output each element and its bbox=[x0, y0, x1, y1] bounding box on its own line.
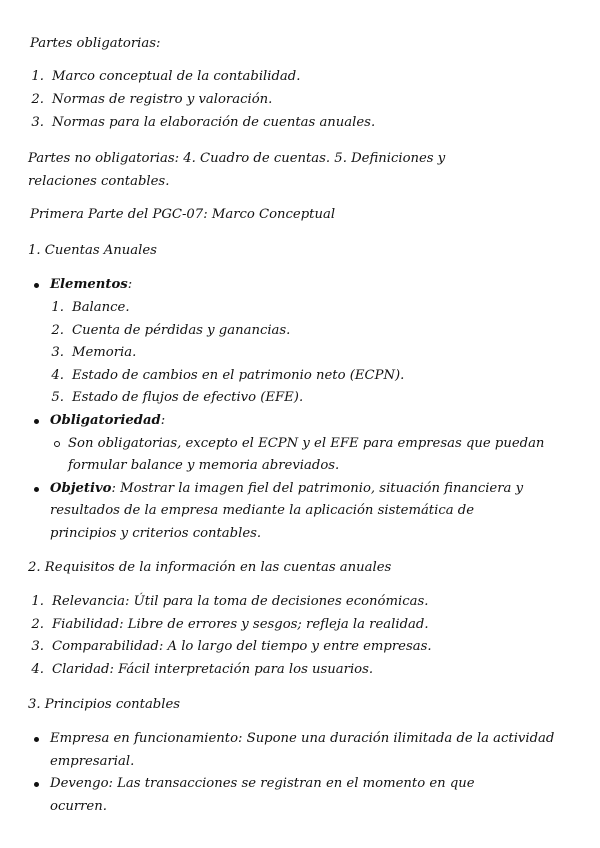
list-item-number: 1. bbox=[31, 69, 44, 84]
objective-label: Objetivo bbox=[50, 480, 112, 496]
list-item-text: Normas para la elaboración de cuentas anuales. bbox=[52, 115, 376, 130]
bullet-dot-icon bbox=[34, 782, 39, 787]
bullet-dot-icon bbox=[34, 487, 39, 492]
mandatory-label: Obligatoriedad bbox=[50, 412, 161, 428]
list-item-number: 4. bbox=[31, 661, 44, 677]
list-item bbox=[30, 112, 570, 135]
list-item-number: 4. bbox=[51, 367, 64, 383]
list-item-text: Claridad: Fácil interpretación para los usuarios. bbox=[52, 661, 374, 677]
list-item-number: 5. bbox=[51, 390, 64, 405]
list-item-text: Memoria. bbox=[72, 345, 137, 360]
section-1-title: 1. Cuentas Anuales bbox=[28, 243, 157, 258]
list-item bbox=[34, 728, 574, 773]
list-item-text: Relevancia: Útil para la toma de decisiones económicas. bbox=[52, 594, 429, 609]
first-part-heading: Primera Parte del PGC-07: Marco Conceptual bbox=[30, 207, 336, 222]
mandatory-parts-heading: Partes obligatorias: bbox=[30, 36, 161, 51]
list-item-text: Fiabilidad: Libre de errores y sesgos; refleja la realidad. bbox=[52, 616, 429, 632]
list-item bbox=[50, 387, 574, 410]
list-item-text: Devengo: Las transacciones se registran en el momento en que ocurren. bbox=[50, 776, 475, 814]
bullet-mandatory bbox=[34, 410, 574, 433]
list-item bbox=[30, 659, 570, 682]
section-1-bullets bbox=[34, 274, 574, 546]
elements-label: Elementos bbox=[50, 277, 128, 292]
list-item-number: 1. bbox=[31, 594, 44, 609]
list-item bbox=[50, 365, 574, 388]
list-item bbox=[50, 297, 574, 320]
list-item bbox=[50, 320, 574, 343]
list-item-text: Balance. bbox=[72, 300, 130, 315]
mandatory-text: Son obligatorias, excepto el ECPN y el EFE para empresas que puedan formular balance y memoria abreviados. bbox=[68, 435, 545, 473]
mandatory-parts-list bbox=[30, 66, 570, 135]
list-item bbox=[50, 342, 574, 365]
list-item-number: 3. bbox=[31, 639, 44, 654]
mandatory-subitem bbox=[34, 433, 574, 478]
list-item-number: 2. bbox=[51, 322, 64, 338]
list-item bbox=[34, 773, 574, 818]
bullet-circle-icon bbox=[54, 441, 60, 447]
list-item-number: 2. bbox=[31, 92, 44, 107]
bullet-dot-icon bbox=[34, 419, 39, 424]
section-2-list bbox=[30, 591, 570, 681]
section-3-bullets bbox=[34, 728, 574, 818]
list-item bbox=[30, 89, 570, 112]
list-item-number: 3. bbox=[31, 115, 44, 130]
list-item-text: Marco conceptual de la contabilidad. bbox=[52, 69, 301, 84]
optional-parts-paragraph: Partes no obligatorias: 4. Cuadro de cuentas. 5. Definiciones y relaciones contables. bbox=[28, 151, 446, 189]
elements-list bbox=[50, 297, 574, 410]
list-item bbox=[30, 614, 570, 637]
list-item-text: Normas de registro y valoración. bbox=[52, 92, 273, 107]
list-item bbox=[30, 636, 570, 659]
section-3-title: 3. Principios contables bbox=[28, 697, 181, 712]
list-item bbox=[30, 66, 570, 89]
list-item-text: Estado de cambios en el patrimonio neto (ECPN). bbox=[72, 367, 405, 383]
objective-text: : Mostrar la imagen fiel del patrimonio, situación financiera y resultados de la empresa mediante la aplicación sistemática de principios y criterios contables. bbox=[50, 480, 524, 541]
list-item bbox=[30, 591, 570, 614]
bullet-dot-icon bbox=[34, 283, 39, 288]
elements-colon: : bbox=[127, 277, 133, 292]
section-2-title: 2. Requisitos de la información en las cuentas anuales bbox=[28, 560, 392, 575]
list-item-number: 3. bbox=[51, 345, 64, 360]
bullet-dot-icon bbox=[34, 737, 39, 742]
list-item-text: Empresa en funcionamiento: Supone una duración ilimitada de la actividad empresarial. bbox=[50, 731, 555, 769]
list-item-text: Cuenta de pérdidas y ganancias. bbox=[72, 322, 291, 338]
list-item-text: Estado de flujos de efectivo (EFE). bbox=[72, 390, 304, 405]
list-item-number: 1. bbox=[51, 300, 64, 315]
bullet-elements bbox=[34, 274, 574, 297]
mandatory-colon: : bbox=[160, 412, 166, 428]
bullet-objective bbox=[34, 478, 574, 546]
list-item-number: 2. bbox=[31, 616, 44, 632]
list-item-text: Comparabilidad: A lo largo del tiempo y entre empresas. bbox=[52, 639, 432, 654]
